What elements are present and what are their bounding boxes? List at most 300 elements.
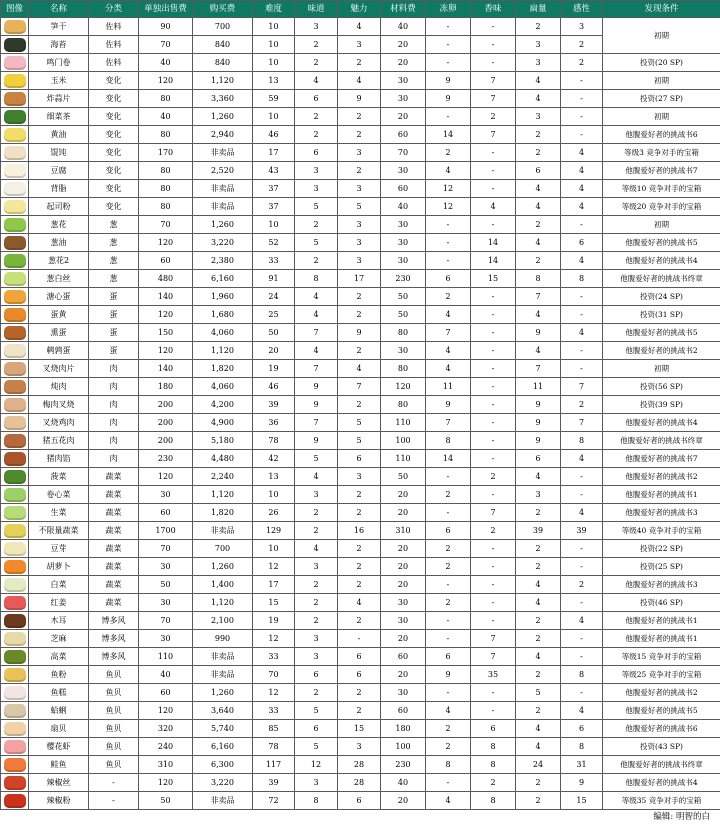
header-sense: 感性 <box>561 1 603 18</box>
cell-material: 30 <box>381 252 426 270</box>
cell-category: 鱼贝 <box>89 702 139 720</box>
cell-name: 卷心菜 <box>29 486 89 504</box>
table-row <box>1 594 720 612</box>
shrimp-icon <box>4 740 26 754</box>
cell-difficulty: 33 <box>253 702 295 720</box>
cell-sell: 120 <box>139 234 193 252</box>
cell-condition: 他腹爱好者的挑战书1 <box>603 630 720 648</box>
cell-material: 20 <box>381 504 426 522</box>
cell-name: 熏蛋 <box>29 324 89 342</box>
cell-volume: 4 <box>516 720 561 738</box>
cell-buy: 非卖品 <box>193 144 253 162</box>
cell-volume: 24 <box>516 756 561 774</box>
cell-material: 20 <box>381 108 426 126</box>
table-row <box>1 450 720 468</box>
cell-sense: 2 <box>561 36 603 54</box>
cell-aroma: 8 <box>471 756 516 774</box>
cell-sense: 4 <box>561 612 603 630</box>
cell-sense: 15 <box>561 792 603 810</box>
cell-category: 佐料 <box>89 36 139 54</box>
cell-condition: 他腹爱好者的挑战书5 <box>603 234 720 252</box>
cell-category: 葱 <box>89 252 139 270</box>
ingredient-image <box>1 612 29 630</box>
cell-frozen: 2 <box>426 558 471 576</box>
table-row <box>1 306 720 324</box>
table-row <box>1 540 720 558</box>
cell-charm: 4 <box>338 18 381 36</box>
cell-charm: 28 <box>338 756 381 774</box>
ingredient-image <box>1 576 29 594</box>
cell-buy: 非卖品 <box>193 198 253 216</box>
cell-difficulty: 39 <box>253 396 295 414</box>
cell-name: 白菜 <box>29 576 89 594</box>
cell-charm: 3 <box>338 144 381 162</box>
cell-sell: 180 <box>139 378 193 396</box>
cell-sell: 60 <box>139 252 193 270</box>
cell-name: 鱼粉 <box>29 666 89 684</box>
cell-sense: - <box>561 288 603 306</box>
cell-category: 佐料 <box>89 18 139 36</box>
cell-volume: 6 <box>516 450 561 468</box>
cell-difficulty: 85 <box>253 720 295 738</box>
cell-volume: 3 <box>516 36 561 54</box>
bean-sprouts-icon <box>4 542 26 556</box>
table-row <box>1 198 720 216</box>
cell-charm: - <box>338 630 381 648</box>
cell-difficulty: 25 <box>253 306 295 324</box>
cell-sense: 4 <box>561 252 603 270</box>
cell-material: 20 <box>381 792 426 810</box>
cell-material: 60 <box>381 126 426 144</box>
table-row <box>1 576 720 594</box>
header-aroma: 香味 <box>471 1 516 18</box>
cell-frozen: - <box>426 36 471 54</box>
cell-name: 豆腐 <box>29 162 89 180</box>
cell-material: 30 <box>381 594 426 612</box>
cell-name: 猪五花肉 <box>29 432 89 450</box>
cell-taste: 3 <box>295 774 338 792</box>
cell-difficulty: 129 <box>253 522 295 540</box>
cell-buy: 990 <box>193 630 253 648</box>
cell-charm: 3 <box>338 252 381 270</box>
cell-taste: 3 <box>295 18 338 36</box>
cell-volume: 3 <box>516 486 561 504</box>
cell-sell: 170 <box>139 144 193 162</box>
ingredient-image <box>1 756 29 774</box>
cell-aroma: - <box>471 144 516 162</box>
cell-charm: 28 <box>338 774 381 792</box>
table-row <box>1 108 720 126</box>
cell-sell: 140 <box>139 360 193 378</box>
bamboo-shoot-icon <box>4 20 26 34</box>
ingredient-image <box>1 234 29 252</box>
cell-aroma: - <box>471 612 516 630</box>
cell-charm: 15 <box>338 720 381 738</box>
table-row <box>1 612 720 630</box>
cell-frozen: 2 <box>426 738 471 756</box>
cell-difficulty: 10 <box>253 36 295 54</box>
cell-material: 30 <box>381 90 426 108</box>
cell-aroma: - <box>471 396 516 414</box>
cell-sense: 8 <box>561 270 603 288</box>
cell-condition: 他腹爱好者的挑战书3 <box>603 576 720 594</box>
ingredient-image <box>1 630 29 648</box>
cell-taste: 5 <box>295 702 338 720</box>
cell-buy: 2,380 <box>193 252 253 270</box>
cell-name: 猪肉馅 <box>29 450 89 468</box>
cell-sense: - <box>561 90 603 108</box>
cell-frozen: - <box>426 630 471 648</box>
cell-volume: 4 <box>516 306 561 324</box>
cell-category: 蔬菜 <box>89 558 139 576</box>
cell-difficulty: 10 <box>253 216 295 234</box>
cell-name: 起司粉 <box>29 198 89 216</box>
cell-frozen: 9 <box>426 396 471 414</box>
cell-sense: 2 <box>561 396 603 414</box>
cell-material: 110 <box>381 450 426 468</box>
cell-charm: 3 <box>338 180 381 198</box>
tofu-icon <box>4 164 26 178</box>
cell-sense: - <box>561 684 603 702</box>
cell-name: 红姜 <box>29 594 89 612</box>
cell-name: 海苔 <box>29 36 89 54</box>
cell-category: 蔬菜 <box>89 540 139 558</box>
ingredient-image <box>1 252 29 270</box>
cell-category: 肉 <box>89 450 139 468</box>
soft-egg-icon <box>4 290 26 304</box>
cell-sense: - <box>561 342 603 360</box>
cell-condition: 等级3 竞争对手的宝箱 <box>603 144 720 162</box>
cell-taste: 4 <box>295 540 338 558</box>
cell-difficulty: 78 <box>253 432 295 450</box>
mustard-greens-icon <box>4 650 26 664</box>
table-row <box>1 90 720 108</box>
cell-buy: 非卖品 <box>193 666 253 684</box>
cell-sense: 8 <box>561 738 603 756</box>
cell-charm: 2 <box>338 558 381 576</box>
cell-condition: 他腹爱好者的挑战书4 <box>603 252 720 270</box>
cell-name: 扇贝 <box>29 720 89 738</box>
cell-taste: 7 <box>295 324 338 342</box>
ingredient-image <box>1 54 29 72</box>
table-row <box>1 162 720 180</box>
cell-condition: 他腹爱好者的挑战书1 <box>603 486 720 504</box>
cell-sense: 2 <box>561 54 603 72</box>
cell-sell: 150 <box>139 324 193 342</box>
cell-frozen: 7 <box>426 414 471 432</box>
cell-category: 变化 <box>89 180 139 198</box>
ingredient-image <box>1 360 29 378</box>
cell-charm: 2 <box>338 126 381 144</box>
cell-frozen: 9 <box>426 90 471 108</box>
cell-volume: 2 <box>516 792 561 810</box>
cell-taste: 5 <box>295 738 338 756</box>
cell-taste: 4 <box>295 288 338 306</box>
cell-buy: 1,260 <box>193 108 253 126</box>
salmon-roe-icon <box>4 758 26 772</box>
char-siu-slice-icon <box>4 362 26 376</box>
cell-aroma: - <box>471 450 516 468</box>
pork-belly-icon <box>4 434 26 448</box>
cell-material: 50 <box>381 306 426 324</box>
cell-sense: - <box>561 630 603 648</box>
cell-condition: 初期 <box>603 18 720 54</box>
cell-sense: - <box>561 540 603 558</box>
ingredient-image <box>1 216 29 234</box>
cell-charm: 16 <box>338 522 381 540</box>
cell-buy: 1,120 <box>193 72 253 90</box>
cell-aroma: - <box>471 36 516 54</box>
cell-sell: 40 <box>139 108 193 126</box>
cell-sell: 70 <box>139 216 193 234</box>
cell-taste: 4 <box>295 72 338 90</box>
cell-frozen: - <box>426 576 471 594</box>
cell-volume: 4 <box>516 198 561 216</box>
cell-name: 辣椒粉 <box>29 792 89 810</box>
table-row <box>1 504 720 522</box>
cell-sell: 80 <box>139 180 193 198</box>
cell-frozen: - <box>426 774 471 792</box>
cell-charm: 4 <box>338 594 381 612</box>
cell-charm: 6 <box>338 450 381 468</box>
cell-sense: - <box>561 108 603 126</box>
cell-condition: 投资(46 SP) <box>603 594 720 612</box>
cell-category: 蛋 <box>89 306 139 324</box>
cell-category: 变化 <box>89 126 139 144</box>
cell-category: 蔬菜 <box>89 594 139 612</box>
cell-difficulty: 12 <box>253 558 295 576</box>
cell-difficulty: 50 <box>253 324 295 342</box>
cell-condition: 等级40 竞争对手的宝箱 <box>603 522 720 540</box>
cell-taste: 2 <box>295 54 338 72</box>
cell-taste: 3 <box>295 648 338 666</box>
cell-buy: 1,260 <box>193 216 253 234</box>
ingredient-image <box>1 18 29 36</box>
cell-aroma: - <box>471 180 516 198</box>
char-siu-chicken-icon <box>4 416 26 430</box>
cell-category: 葱 <box>89 234 139 252</box>
table-row <box>1 270 720 288</box>
cell-category: 葱 <box>89 216 139 234</box>
cell-condition: 投资(22 SP) <box>603 540 720 558</box>
cell-material: 20 <box>381 486 426 504</box>
cell-category: 变化 <box>89 72 139 90</box>
cell-name: 高菜 <box>29 648 89 666</box>
ingredient-image <box>1 72 29 90</box>
cell-taste: 5 <box>295 198 338 216</box>
cell-difficulty: 10 <box>253 108 295 126</box>
cell-buy: 2,520 <box>193 162 253 180</box>
cell-condition: 他腹爱好者的挑战书1 <box>603 612 720 630</box>
cell-frozen: 7 <box>426 324 471 342</box>
cell-sense: - <box>561 306 603 324</box>
cell-aroma: 15 <box>471 270 516 288</box>
cell-sell: 140 <box>139 288 193 306</box>
cell-difficulty: 10 <box>253 18 295 36</box>
cell-volume: 4 <box>516 576 561 594</box>
cell-buy: 3,220 <box>193 774 253 792</box>
cell-category: 鱼贝 <box>89 738 139 756</box>
cell-difficulty: 33 <box>253 648 295 666</box>
fried-garlic-icon <box>4 92 26 106</box>
cell-volume: 2 <box>516 540 561 558</box>
cell-name: 炸蒜片 <box>29 90 89 108</box>
cell-buy: 700 <box>193 18 253 36</box>
cell-buy: 840 <box>193 54 253 72</box>
cell-material: 80 <box>381 324 426 342</box>
mixed-vegetables-icon <box>4 524 26 538</box>
cell-sell: 240 <box>139 738 193 756</box>
cell-buy: 700 <box>193 540 253 558</box>
cell-material: 50 <box>381 468 426 486</box>
cell-category: 鱼贝 <box>89 720 139 738</box>
cell-category: 葱 <box>89 270 139 288</box>
table-row <box>1 774 720 792</box>
cell-name: 胡萝卜 <box>29 558 89 576</box>
cell-sell: 310 <box>139 756 193 774</box>
lettuce-icon <box>4 506 26 520</box>
cell-material: 60 <box>381 648 426 666</box>
cell-sense: - <box>561 72 603 90</box>
cell-volume: 5 <box>516 684 561 702</box>
cell-sell: 90 <box>139 18 193 36</box>
cell-aroma: - <box>471 378 516 396</box>
cell-difficulty: 39 <box>253 774 295 792</box>
cell-sense: 4 <box>561 450 603 468</box>
cell-material: 50 <box>381 288 426 306</box>
cell-aroma: - <box>471 414 516 432</box>
cell-frozen: 8 <box>426 756 471 774</box>
cell-sell: 70 <box>139 612 193 630</box>
ingredient-image <box>1 342 29 360</box>
cell-buy: 2,940 <box>193 126 253 144</box>
cell-buy: 2,240 <box>193 468 253 486</box>
cell-condition: 他腹爱好者的挑战书4 <box>603 414 720 432</box>
cell-material: 310 <box>381 522 426 540</box>
cell-buy: 非卖品 <box>193 792 253 810</box>
cell-sell: 40 <box>139 54 193 72</box>
cell-sense: 2 <box>561 576 603 594</box>
cell-name: 炖肉 <box>29 378 89 396</box>
cell-category: 肉 <box>89 378 139 396</box>
cell-category: 肉 <box>89 432 139 450</box>
ingredient-image <box>1 162 29 180</box>
cell-category: 变化 <box>89 144 139 162</box>
cell-aroma: 6 <box>471 720 516 738</box>
cell-buy: 1,820 <box>193 360 253 378</box>
ingredient-image <box>1 36 29 54</box>
table-row <box>1 792 720 810</box>
ingredient-image <box>1 90 29 108</box>
cell-difficulty: 19 <box>253 612 295 630</box>
cell-taste: 5 <box>295 234 338 252</box>
header-row <box>1 1 720 18</box>
cell-charm: 2 <box>338 540 381 558</box>
cell-taste: 3 <box>295 180 338 198</box>
cell-category: 博多风 <box>89 630 139 648</box>
table-row <box>1 144 720 162</box>
cell-sense: - <box>561 360 603 378</box>
cell-difficulty: 46 <box>253 126 295 144</box>
chili-threads-icon <box>4 776 26 790</box>
cell-aroma: - <box>471 54 516 72</box>
cell-taste: 4 <box>295 468 338 486</box>
cell-sense: 31 <box>561 756 603 774</box>
cell-volume: 2 <box>516 252 561 270</box>
cell-buy: 4,480 <box>193 450 253 468</box>
cell-buy: 1,680 <box>193 306 253 324</box>
cell-sell: 200 <box>139 414 193 432</box>
cell-condition: 初期 <box>603 72 720 90</box>
cell-material: 20 <box>381 36 426 54</box>
cell-aroma: - <box>471 162 516 180</box>
cell-material: 40 <box>381 774 426 792</box>
cell-volume: 2 <box>516 216 561 234</box>
cell-material: 30 <box>381 234 426 252</box>
ingredient-image <box>1 288 29 306</box>
cell-taste: 2 <box>295 504 338 522</box>
table-row <box>1 702 720 720</box>
cell-sense: 4 <box>561 162 603 180</box>
cell-category: 蔬菜 <box>89 468 139 486</box>
cell-material: 80 <box>381 360 426 378</box>
cell-buy: 3,640 <box>193 702 253 720</box>
cell-volume: 9 <box>516 396 561 414</box>
cell-category: 蛋 <box>89 324 139 342</box>
cell-condition: 他腹爱好者的挑战书终章 <box>603 756 720 774</box>
cell-frozen: - <box>426 252 471 270</box>
cell-difficulty: 33 <box>253 252 295 270</box>
ingredient-image <box>1 144 29 162</box>
cell-frozen: 2 <box>426 720 471 738</box>
ingredient-image <box>1 432 29 450</box>
cell-material: 20 <box>381 54 426 72</box>
cell-condition: 他腹爱好者的挑战书6 <box>603 126 720 144</box>
cell-taste: 5 <box>295 450 338 468</box>
cell-name: 蛋黄 <box>29 306 89 324</box>
table-row <box>1 360 720 378</box>
cell-volume: 39 <box>516 522 561 540</box>
cell-sense: 4 <box>561 144 603 162</box>
cell-aroma: - <box>471 558 516 576</box>
cell-volume: 7 <box>516 288 561 306</box>
sesame-icon <box>4 632 26 646</box>
cell-condition: 等级15 竞争对手的宝箱 <box>603 648 720 666</box>
cell-sense: 39 <box>561 522 603 540</box>
cell-frozen: 6 <box>426 522 471 540</box>
cell-charm: 2 <box>338 486 381 504</box>
table-row <box>1 486 720 504</box>
cell-material: 230 <box>381 756 426 774</box>
cell-buy: 1,400 <box>193 576 253 594</box>
cell-category: 蔬菜 <box>89 504 139 522</box>
table-row <box>1 54 720 72</box>
header-image: 图像 <box>1 1 29 18</box>
quail-egg-icon <box>4 344 26 358</box>
cell-charm: 2 <box>338 306 381 324</box>
cell-charm: 2 <box>338 684 381 702</box>
cell-charm: 5 <box>338 432 381 450</box>
cell-taste: 6 <box>295 720 338 738</box>
ingredient-image <box>1 792 29 810</box>
cell-aroma: 35 <box>471 666 516 684</box>
cell-volume: 2 <box>516 18 561 36</box>
cell-name: 葱花 <box>29 216 89 234</box>
cell-sell: 70 <box>139 36 193 54</box>
cell-material: 30 <box>381 72 426 90</box>
cell-name: 樱花虾 <box>29 738 89 756</box>
cell-charm: 2 <box>338 576 381 594</box>
